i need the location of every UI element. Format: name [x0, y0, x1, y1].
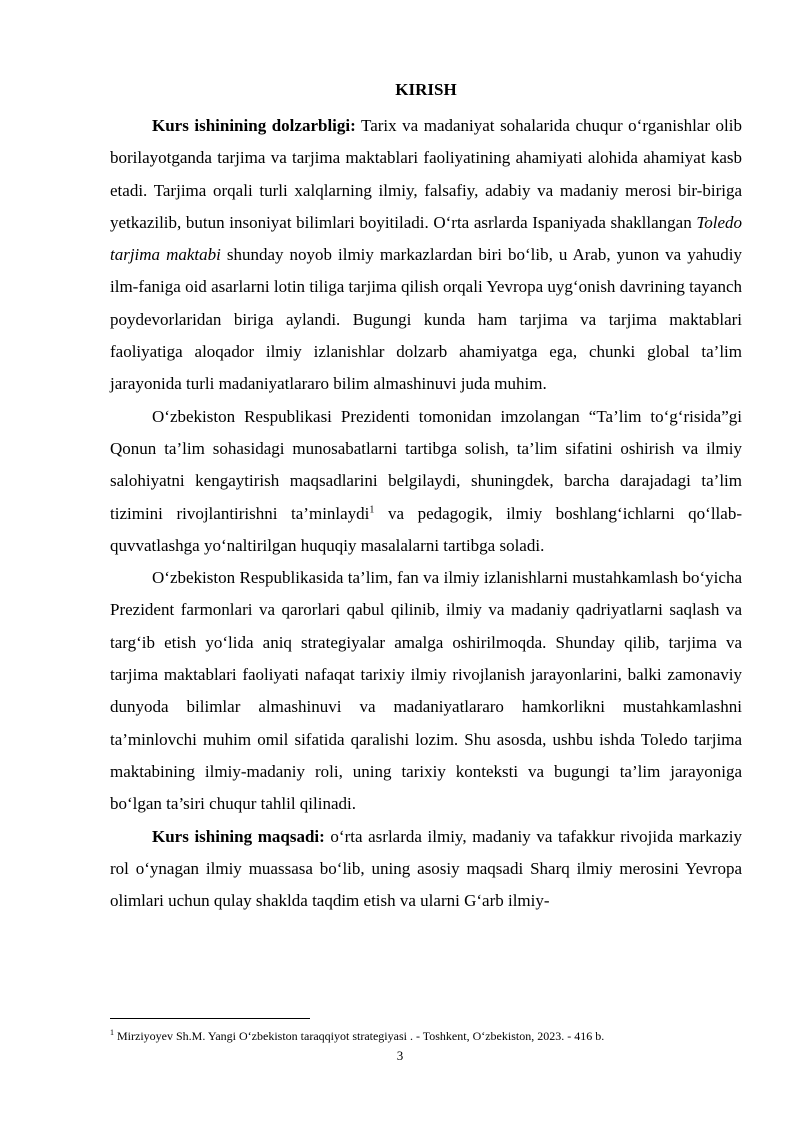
- footnote-text: Mirziyoyev Sh.M. Yangi O‘zbekiston taraqqiyot strategiyasi . - Toshkent, O‘zbekiston, 2023. - 416 b.: [114, 1029, 605, 1043]
- paragraph-goal: [110, 821, 742, 918]
- relevance-text-b: shunday noyob ilmiy markazlardan biri bo‘lib, u Arab, yunon va yahudiy ilm-faniga oid asarlarni lotin tiliga tarjima qilish orqali Yevropa uyg‘onish davrining tayanch poydevorlaridan biriga aylandi. Bugungi kunda ham tarjima va tarjima maktablari faoliyatiga aloqador ilmiy izlanishlar dolzarb ahamiyatga ega, chunki global ta’lim jarayonida turli madaniyatlararo bilim almashinuvi juda muhim.: [110, 245, 742, 394]
- law-text-a: O‘zbekiston Respublikasi Prezidenti tomonidan imzolangan “Ta’lim to‘g‘risida”gi Qonun ta’lim sohasidagi munosabatlarni tartibga solish, ta’lim sifatini oshirish va ilmiy salohiyatni kengaytirish maqsadlarini belgilaydi, shuningdek, barcha darajadagi ta’lim tizimini rivojlantirishni ta’minlaydi: [110, 406, 742, 523]
- paragraph-relevance: [110, 110, 742, 401]
- footnote: [110, 1028, 604, 1044]
- section-title: KIRISH: [395, 80, 457, 99]
- footnote-reference[interactable]: 1: [369, 503, 375, 515]
- footnote-divider: [110, 1018, 310, 1019]
- relevance-label: Kurs ishinining dolzarbligi:: [152, 116, 356, 135]
- paragraph-decrees: O‘zbekiston Respublikasida ta’lim, fan va ilmiy izlanishlarni mustahkamlash bo‘yicha Prezident farmonlari va qarorlari qabul qilinib, ilmiy va madaniy qadriyatlarni saqlash va targ‘ib etish yo‘lida aniq strategiyalar amalga oshirilmoqda. Shunday qilib, tarjima va tarjima maktablari faoliyati nafaqat tarixiy ilmiy rivojlanish jarayonlarini, balki zamonaviy dunyoda bilimlar almashinuvi va madaniyatlararo hamkorlikni mustahkamlashni ta’minlovchi muhim omil sifatida qaralishi lozim. Shu asosda, ushbu ishda Toledo tarjima maktabining ilmiy-madaniy roli, uning tarixiy konteksti va bugungi ta’lim jarayoniga bo‘lgan ta’siri chuqur tahlil qilinadi.: [110, 568, 742, 814]
- goal-label: Kurs ishining maqsadi:: [152, 826, 325, 846]
- toledo-school-italic: Toledo tarjima maktabi: [110, 212, 742, 265]
- goal-text: o‘rta asrlarda ilmiy, madaniy va tafakkur rivojida markaziy rol o‘ynagan ilmiy muassasa bo‘lib, uning asosiy maqsadi Sharq ilmiy merosini Yevropa olimlari uchun qulay shaklda taqdim etish va ularni G‘arb ilmiy-: [110, 826, 742, 911]
- page-number: 3: [396, 1048, 404, 1063]
- law-text-b: va pedagogik, ilmiy boshlang‘ichlarni qo‘llab-quvvatlashga yo‘naltirilgan huquqiy masalalarni tartibga soladi.: [110, 503, 742, 555]
- relevance-text-a: Tarix va madaniyat sohalarida chuqur o‘rganishlar olib borilayotganda tarjima va tarjima maktablari faoliyatining ahamiyati alohida ahamiyat kasb etadi. Tarjima orqali turli xalqlarning ilmiy, falsafiy, adabiy va madaniy merosi bir-biriga yetkazilib, butun insoniyat bilimlari boyitiladi. O‘rta asrlarda Ispaniyada shakllangan: [110, 116, 742, 232]
- footnote-marker: 1: [110, 1028, 114, 1037]
- paragraph-law: [110, 401, 742, 562]
